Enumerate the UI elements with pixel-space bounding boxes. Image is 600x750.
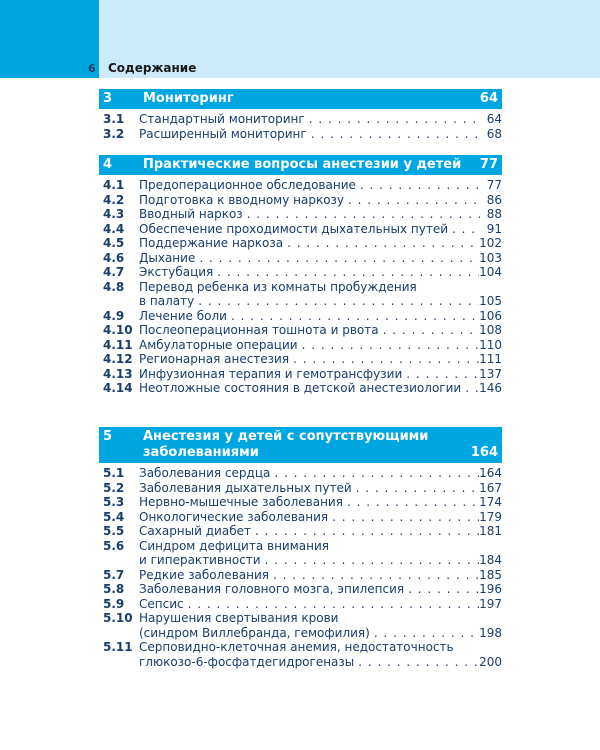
chapter-number: 5 xyxy=(103,429,113,444)
toc-chapter-4 xyxy=(99,155,502,396)
toc-entry[interactable] xyxy=(99,524,502,539)
toc-entry[interactable] xyxy=(99,178,502,193)
chapter-number: 4 xyxy=(103,157,113,172)
dot-leader xyxy=(261,553,479,568)
dot-leader xyxy=(344,193,480,208)
entry-title: Поддержание наркоза xyxy=(139,236,284,250)
entry-title: (синдром Виллебранда, гемофилия) xyxy=(139,625,370,640)
entry-number: 4.6 xyxy=(103,250,125,265)
chapter-number: 3 xyxy=(103,91,113,106)
entry-number: 4.4 xyxy=(103,221,125,236)
chapter-title-line: заболеваниями xyxy=(143,445,259,460)
entry-page: 105 xyxy=(479,294,502,308)
entry-page: 108 xyxy=(479,323,502,337)
entry-number: 4.7 xyxy=(103,265,125,279)
entry-title: Перевод ребенка из комнаты пробуждения xyxy=(139,279,417,294)
dot-leader xyxy=(243,207,480,222)
dot-leader xyxy=(270,466,479,481)
toc-entry[interactable] xyxy=(99,222,502,237)
toc-entry[interactable] xyxy=(99,236,502,251)
dot-leader xyxy=(354,655,479,670)
entry-page: 77 xyxy=(486,178,502,192)
toc-chapter-5 xyxy=(99,427,502,669)
chapter-heading[interactable] xyxy=(99,427,502,463)
dot-leader xyxy=(402,367,479,382)
chapter-heading[interactable] xyxy=(99,89,502,109)
entry-page: 174 xyxy=(479,495,502,509)
entry-number: 4.9 xyxy=(103,308,125,323)
toc-chapter-3 xyxy=(99,89,502,141)
entry-number: 4.2 xyxy=(103,192,125,207)
chapter-title-line: Анестезия у детей с сопутствующими xyxy=(143,429,429,444)
entry-number: 5.5 xyxy=(103,524,125,538)
entry-page: 111 xyxy=(479,352,502,366)
entry-title: Подготовка к вводному наркозу xyxy=(139,192,345,207)
entry-title: Заболевания сердца xyxy=(139,466,271,480)
entry-page: 86 xyxy=(486,192,502,207)
dot-leader xyxy=(379,323,480,338)
entry-title: Серповидно-клеточная анемия, недостаточность xyxy=(139,640,454,654)
entry-title: Заболевания дыхательных путей xyxy=(139,480,352,495)
entry-page: 197 xyxy=(479,596,502,611)
entry-number: 4.10 xyxy=(103,323,133,337)
chapter-page: 77 xyxy=(479,157,498,172)
dot-leader xyxy=(184,597,479,612)
entry-title: Дыхание xyxy=(139,250,196,265)
toc-entry[interactable] xyxy=(99,611,502,640)
toc-entry[interactable] xyxy=(99,265,502,280)
toc-entry[interactable] xyxy=(99,207,502,222)
entry-title: глюкозо-6-фосфатдегидрогеназы xyxy=(139,654,355,669)
dot-leader xyxy=(251,524,479,539)
entry-number: 3.1 xyxy=(103,112,125,126)
entry-page: 167 xyxy=(479,480,502,495)
entry-number: 4.13 xyxy=(103,366,133,381)
entry-title: Лечение боли xyxy=(139,308,227,323)
entry-page: 88 xyxy=(486,207,502,221)
entry-title: Предоперационное обследование xyxy=(139,178,356,192)
chapter-page: 64 xyxy=(479,91,498,106)
entry-page: 91 xyxy=(486,221,502,236)
entry-page: 104 xyxy=(479,265,502,279)
entry-page: 103 xyxy=(479,250,502,265)
entry-number: 5.6 xyxy=(103,538,125,553)
entry-page: 164 xyxy=(479,466,502,480)
entry-title: Синдром дефицита внимания xyxy=(139,538,329,553)
entry-title: Амбулаторные операции xyxy=(139,337,298,352)
entry-title: Экстубация xyxy=(139,265,214,279)
dot-leader xyxy=(213,265,479,280)
entry-page: 185 xyxy=(479,567,502,582)
entry-title: Инфузионная терапия и гемотрансфузии xyxy=(139,366,403,381)
entry-page: 68 xyxy=(486,126,502,141)
dot-leader xyxy=(227,309,479,324)
entry-title: и гиперактивности xyxy=(139,553,261,567)
entry-title: Нарушения свертывания крови xyxy=(139,611,339,625)
chapter-title xyxy=(143,91,474,107)
entry-number: 3.2 xyxy=(103,126,125,141)
dot-leader xyxy=(298,338,480,353)
toc-entry[interactable] xyxy=(99,640,502,669)
toc-entry[interactable] xyxy=(99,582,502,597)
dot-leader xyxy=(269,568,479,583)
entry-title: Расширенный мониторинг xyxy=(139,126,307,141)
entry-number: 5.3 xyxy=(103,495,125,509)
entry-page: 184 xyxy=(479,553,502,567)
running-title: Содержание xyxy=(108,61,197,75)
dot-leader xyxy=(461,381,479,396)
dot-leader xyxy=(343,495,479,510)
toc-entry[interactable] xyxy=(99,481,502,496)
toc-entry[interactable] xyxy=(99,510,502,525)
toc-entry[interactable] xyxy=(99,251,502,266)
entry-number: 4.14 xyxy=(103,381,133,395)
dot-leader xyxy=(356,178,480,193)
dot-leader xyxy=(283,236,479,251)
toc-entry[interactable] xyxy=(99,309,502,324)
dot-leader xyxy=(370,626,479,641)
entry-title: Онкологические заболевания xyxy=(139,509,329,524)
chapter-title xyxy=(143,429,465,461)
entry-page: 179 xyxy=(479,509,502,524)
entry-page: 146 xyxy=(479,381,502,395)
entry-title: в палату xyxy=(139,294,195,308)
entry-title: Обеспечение проходимости дыхательных путей xyxy=(139,221,449,236)
dot-leader xyxy=(195,251,479,266)
chapter-title-line: Практические вопросы анестезии у детей xyxy=(143,157,462,172)
page-number: 6 xyxy=(88,62,96,75)
entry-page: 64 xyxy=(486,112,502,126)
entry-title: Сепсис xyxy=(139,596,184,611)
entry-title: Нервно-мышечные заболевания xyxy=(139,495,343,509)
entry-number: 5.11 xyxy=(103,640,133,654)
toc-entry[interactable] xyxy=(99,127,502,142)
entry-number: 4.12 xyxy=(103,352,133,366)
dot-leader xyxy=(305,112,480,127)
entry-number: 4.11 xyxy=(103,337,133,352)
entry-title: Редкие заболевания xyxy=(139,567,269,582)
entry-page: 198 xyxy=(479,625,502,640)
entry-title: Вводный наркоз xyxy=(139,207,243,221)
toc-entry[interactable] xyxy=(99,280,502,309)
toc-entry[interactable] xyxy=(99,381,502,396)
toc-entry[interactable] xyxy=(99,338,502,353)
toc-entry[interactable] xyxy=(99,323,502,338)
chapter-heading[interactable] xyxy=(99,155,502,175)
toc-entry[interactable] xyxy=(99,539,502,568)
dot-leader xyxy=(307,127,480,142)
entry-title: Регионарная анестезия xyxy=(139,352,290,366)
entry-title: Послеоперационная тошнота и рвота xyxy=(139,323,379,337)
entry-number: 5.1 xyxy=(103,466,125,480)
entry-page: 200 xyxy=(479,654,502,669)
dot-leader xyxy=(404,582,479,597)
dot-leader xyxy=(448,222,480,237)
dot-leader xyxy=(352,481,479,496)
entry-page: 196 xyxy=(479,582,502,596)
entry-number: 4.3 xyxy=(103,207,125,221)
entry-number: 5.7 xyxy=(103,567,125,582)
entry-page: 102 xyxy=(479,236,502,250)
chapter-page: 164 xyxy=(470,445,498,460)
entry-title: Сахарный диабет xyxy=(139,524,251,538)
toc-entry[interactable] xyxy=(99,568,502,583)
entry-number: 5.10 xyxy=(103,611,133,625)
entry-title: Заболевания головного мозга, эпилепсия xyxy=(139,582,405,596)
dot-leader xyxy=(328,510,479,525)
entry-page: 181 xyxy=(479,524,502,538)
toc-entry[interactable] xyxy=(99,495,502,510)
toc-entry[interactable] xyxy=(99,367,502,382)
toc-entry[interactable] xyxy=(99,352,502,367)
entry-title: Неотложные состояния в детской анестезиологии xyxy=(139,381,462,395)
chapter-title-line: Мониторинг xyxy=(143,91,234,106)
entry-page: 110 xyxy=(479,337,502,352)
entry-number: 5.8 xyxy=(103,582,125,596)
entry-page: 137 xyxy=(479,366,502,381)
dot-leader xyxy=(194,294,479,309)
entry-number: 4.5 xyxy=(103,236,125,250)
chapter-title xyxy=(143,157,474,173)
entry-page: 106 xyxy=(479,308,502,323)
entry-number: 5.9 xyxy=(103,596,125,611)
entry-title: Стандартный мониторинг xyxy=(139,112,305,126)
toc-entry[interactable] xyxy=(99,466,502,481)
entry-number: 4.1 xyxy=(103,178,125,192)
dot-leader xyxy=(289,352,479,367)
toc-entry[interactable] xyxy=(99,112,502,127)
toc-entry[interactable] xyxy=(99,193,502,208)
entry-number: 5.2 xyxy=(103,480,125,495)
entry-number: 5.4 xyxy=(103,509,125,524)
toc-entry[interactable] xyxy=(99,597,502,612)
header-accent-block xyxy=(0,0,99,78)
entry-number: 4.8 xyxy=(103,279,125,294)
